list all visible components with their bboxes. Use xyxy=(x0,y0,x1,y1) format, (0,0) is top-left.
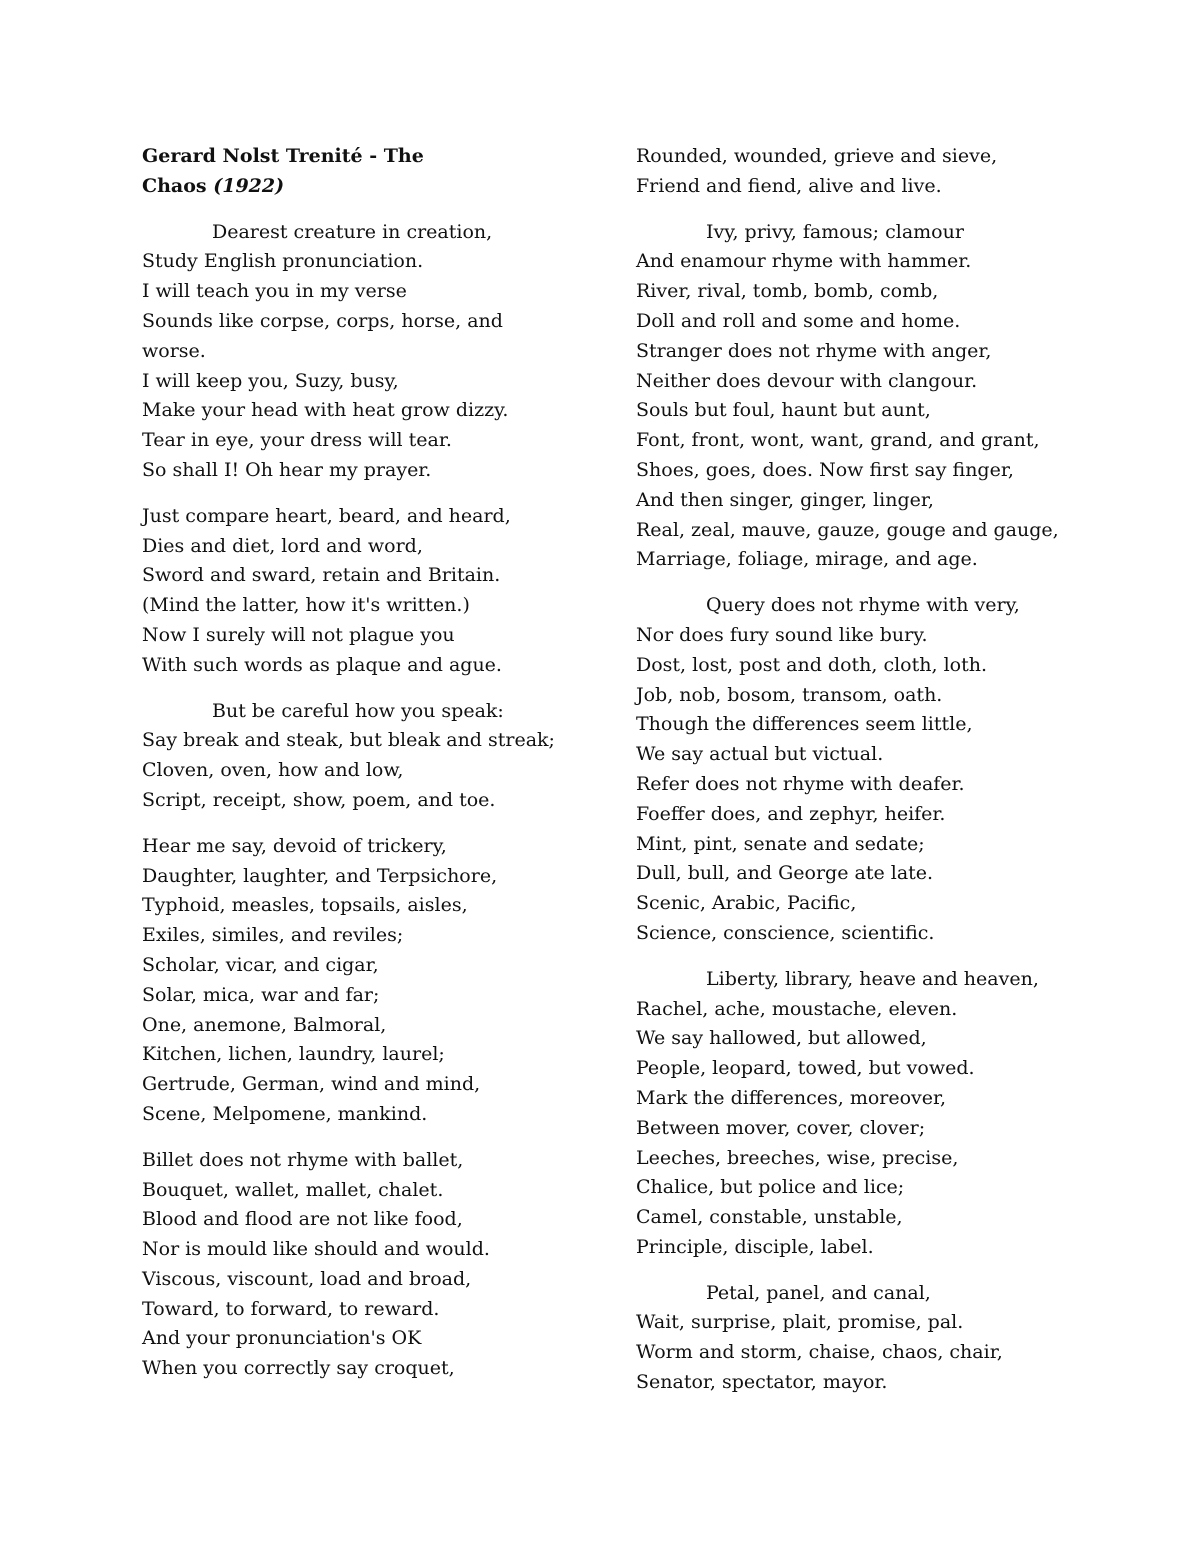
stanza xyxy=(636,218,1086,576)
poem-line: Gertrude, German, wind and mind, xyxy=(142,1073,481,1096)
stanza xyxy=(142,218,592,486)
poem-line: Dost, lost, post and doth, cloth, loth. xyxy=(636,653,987,676)
poem-line: Sounds like corpse, corps, horse, and xyxy=(142,309,503,332)
stanza xyxy=(636,591,1086,949)
poem-line: And your pronunciation's OK xyxy=(142,1327,422,1350)
stanza xyxy=(142,832,592,1130)
poem-line: Friend and fiend, alive and live. xyxy=(636,174,942,197)
poem-line: Job, nob, bosom, transom, oath. xyxy=(636,683,943,706)
title-year: (1922) xyxy=(213,174,285,197)
poem-line: I will teach you in my verse xyxy=(142,280,407,303)
poem-line: Rachel, ache, moustache, eleven. xyxy=(636,997,958,1020)
poem-line: Mint, pint, senate and sedate; xyxy=(636,832,925,855)
poem-line: Ivy, privy, famous; clamour xyxy=(706,220,964,243)
title-chaos: Chaos xyxy=(142,174,214,197)
poem-line: Bouquet, wallet, mallet, chalet. xyxy=(142,1178,444,1201)
poem-line: River, rival, tomb, bomb, comb, xyxy=(636,280,939,303)
poem-line: So shall I! Oh hear my prayer. xyxy=(142,458,432,481)
poem-line: Between mover, cover, clover; xyxy=(636,1116,926,1139)
stanza xyxy=(636,965,1086,1263)
poem-line: Petal, panel, and canal, xyxy=(706,1281,931,1304)
poem-line: Billet does not rhyme with ballet, xyxy=(142,1148,464,1171)
poem-line: Scholar, vicar, and cigar, xyxy=(142,953,379,976)
poem-line: Nor is mould like should and would. xyxy=(142,1238,490,1261)
poem-line: Nor does fury sound like bury. xyxy=(636,623,928,646)
poem-line: Cloven, oven, how and low, xyxy=(142,759,404,782)
poem-line: Camel, constable, unstable, xyxy=(636,1206,903,1229)
stanza xyxy=(636,1279,1086,1398)
right-column xyxy=(636,142,1086,1414)
poem-line: Exiles, similes, and reviles; xyxy=(142,924,404,947)
poem-line: Now I surely will not plague you xyxy=(142,623,455,646)
poem-line: Font, front, wont, want, grand, and grant, xyxy=(636,429,1040,452)
poem-line: Refer does not rhyme with deafer. xyxy=(636,772,965,795)
poem-line: And enamour rhyme with hammer. xyxy=(636,250,972,273)
poem-line: Sword and sward, retain and Britain. xyxy=(142,564,501,587)
poem-line: Query does not rhyme with very, xyxy=(706,594,1020,617)
stanza xyxy=(636,142,1086,202)
poem-line: Neither does devour with clangour. xyxy=(636,369,978,392)
poem-line: We say actual but victual. xyxy=(636,743,884,766)
poem-line: Marriage, foliage, mirage, and age. xyxy=(636,548,978,571)
poem-line: But be careful how you speak: xyxy=(212,699,504,722)
poem-line: Though the differences seem little, xyxy=(636,713,973,736)
poem-line: worse. xyxy=(142,339,206,362)
left-stanzas xyxy=(142,218,592,1384)
poem-line: Typhoid, measles, topsails, aisles, xyxy=(142,894,468,917)
poem-line: Shoes, goes, does. Now first say finger, xyxy=(636,458,1014,481)
poem-line: (Mind the latter, how it's written.) xyxy=(142,594,470,617)
poem-line: One, anemone, Balmoral, xyxy=(142,1013,387,1036)
poem-line: Chalice, but police and lice; xyxy=(636,1176,905,1199)
poem-line: Rounded, wounded, grieve and sieve, xyxy=(636,145,998,167)
poem-line: Doll and roll and some and home. xyxy=(636,309,961,332)
poem-line: Leeches, breeches, wise, precise, xyxy=(636,1146,959,1169)
poem-line: Senator, spectator, mayor. xyxy=(636,1371,888,1394)
title-line-2 xyxy=(142,172,592,202)
poem-line: Science, conscience, scientific. xyxy=(636,921,935,944)
poem-line: Say break and steak, but bleak and streak; xyxy=(142,729,555,752)
poem-line: Kitchen, lichen, laundry, laurel; xyxy=(142,1043,445,1066)
poem-line: Dies and diet, lord and word, xyxy=(142,534,423,557)
poem-line: Scene, Melpomene, mankind. xyxy=(142,1102,428,1125)
poem-line: Principle, disciple, label. xyxy=(636,1235,874,1258)
poem-line: Hear me say, devoid of trickery, xyxy=(142,834,447,857)
poem-line: Souls but foul, haunt but aunt, xyxy=(636,399,931,422)
title-line-1: Gerard Nolst Trenité - The xyxy=(142,145,424,167)
poem-line: When you correctly say croquet, xyxy=(142,1357,455,1380)
poem-line: Tear in eye, your dress will tear. xyxy=(142,429,452,452)
poem-line: Foeffer does, and zephyr, heifer. xyxy=(636,802,946,825)
poem-line: I will keep you, Suzy, busy, xyxy=(142,369,399,392)
stanza xyxy=(142,1146,592,1384)
poem-line: Viscous, viscount, load and broad, xyxy=(142,1267,472,1290)
poem-line: Dull, bull, and George ate late. xyxy=(636,862,934,885)
poem-line: We say hallowed, but allowed, xyxy=(636,1027,927,1050)
poem-line: Make your head with heat grow dizzy. xyxy=(142,399,509,422)
poem-line: And then singer, ginger, linger, xyxy=(636,488,934,511)
poem-line: Study English pronunciation. xyxy=(142,250,424,273)
poem-line: Scenic, Arabic, Pacific, xyxy=(636,892,857,915)
stanza xyxy=(142,697,592,816)
poem-line: Script, receipt, show, poem, and toe. xyxy=(142,788,496,811)
poem-title xyxy=(142,142,592,202)
poem-line: Liberty, library, heave and heaven, xyxy=(706,967,1039,990)
poem-line: Dearest creature in creation, xyxy=(212,220,493,243)
poem-line: Mark the differences, moreover, xyxy=(636,1086,947,1109)
right-stanzas xyxy=(636,142,1086,1398)
poem-line: Real, zeal, mauve, gauze, gouge and gauge, xyxy=(636,518,1059,541)
left-column xyxy=(142,142,592,1400)
poem-line: Toward, to forward, to reward. xyxy=(142,1297,440,1320)
poem-line: Blood and flood are not like food, xyxy=(142,1208,463,1231)
poem-line: People, leopard, towed, but vowed. xyxy=(636,1057,975,1080)
poem-line: Worm and storm, chaise, chaos, chair, xyxy=(636,1341,1003,1364)
stanza xyxy=(142,502,592,681)
poem-line: Daughter, laughter, and Terpsichore, xyxy=(142,864,498,887)
poem-line: Just compare heart, beard, and heard, xyxy=(142,504,511,527)
poem-line: With such words as plaque and ague. xyxy=(142,653,502,676)
poem-line: Wait, surprise, plait, promise, pal. xyxy=(636,1311,964,1334)
poem-line: Stranger does not rhyme with anger, xyxy=(636,339,992,362)
poem-line: Solar, mica, war and far; xyxy=(142,983,380,1006)
